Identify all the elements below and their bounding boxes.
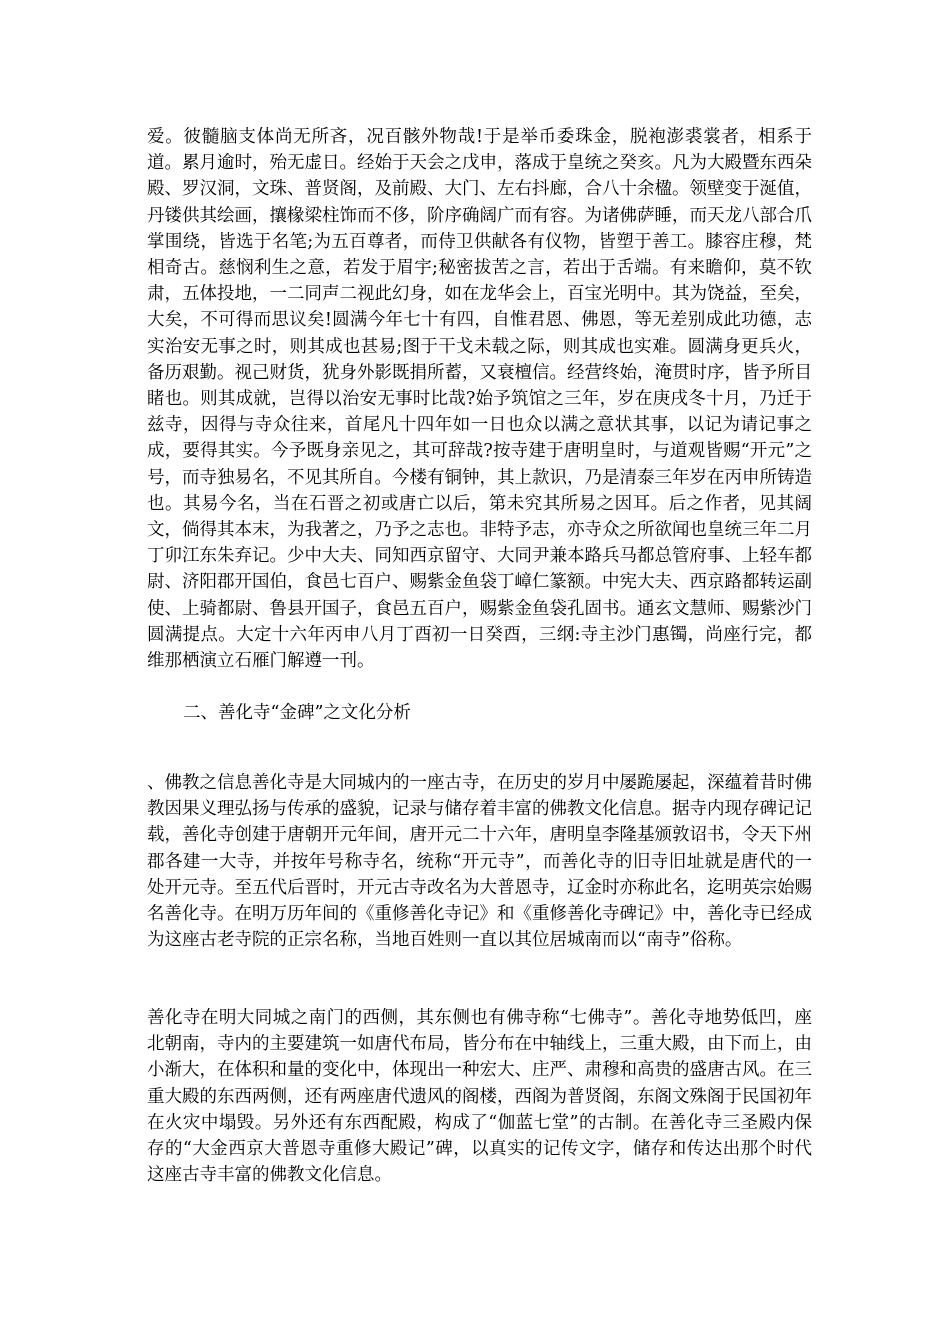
section-heading: 二、善化寺“金碑”之文化分析 — [183, 703, 411, 723]
inscription-text-paragraph: 爱。彼髓脑支体尚无所吝，况百骸外物哉!于是举币委珠金，脱袍澎裘裳者，相系于道。累月逾时，殆无虚日。经始于天会之戊申，落成于皇统之癸亥。凡为大殿暨东西朵殿、罗汉洞，文珠、普贤阁，及前殿、大门、左右抖廊，合八十余楹。领壁变于涎值，丹镂供其绘画，攘椽梁柱饰而不侈，阶序确阔广而有容。为诸佛萨睡，而天龙八部合爪掌围绕，皆选于名笔;为五百尊者，而侍卫供献各有仪物，皆塑于善工。膝容庄穆，梵相奇古。慈悯利生之意，若发于眉宇;秘密拔苦之言，若出于舌端。有来瞻仰，莫不钦肃，五体投地，一二同声二视此幻身，如在龙华会上，百宝光明中。其为饶益，至矣，大矣，不可得而思议矣!圆满今年七十有四，自惟君恩、佛恩，等无差别成此功德，志实治安无事之时，则其成也甚易;图于干戈未载之际，则其成也实难。圆满身更兵火，备历艰勤。视己财货，犹身外影既捐所蓄，又衰檀信。经营终始，淹贯时序，皆予所目睹也。则其成就，岂得以治安无事时比哉?始予筑馆之三年，岁在庚戌冬十月，乃迁于兹寺，因得与寺众往来，首尾凡十四年如一日也众以满之意状其事，以记为请记事之成，要得其实。今予既身亲见之，其可辞哉?按寺建于唐明皇时，与道观皆赐“开元”之号，而寺独易名，不见其所自。今楼有铜钟，其上款识，乃是清泰三年岁在丙申所铸造也。其易今名，当在石晋之初或唐亡以后，第未究其所易之因耳。后之作者，见其阔文，倘得其本末，为我著之，乃予之志也。非特予志，亦寺众之所欲闻也皇统三年二月丁卯江东朱弃记。少中大夫、同知西京留守、大同尹兼本路兵马都总管府事、上轻车都尉、济阳郡开国伯，食邑七百户、赐紫金鱼袋丁嶂仁篆额。中宪大夫、西京路都转运副使、上骑都尉、鲁县开国子，食邑五百户，赐紫金鱼袋孔固书。通玄文慧师、赐紫沙门圆满提点。大定十六年丙申八月丁酉初一日癸酉，三纲:寺主沙门惠镯，尚座行完，都维那栖演立石雁门解遵一刊。 — [147, 127, 812, 672]
temple-layout-paragraph: 善化寺在明大同城之南门的西侧，其东侧也有佛寺称“七佛寺”。善化寺地势低凹，座北朝南，寺内的主要建筑一如唐代布局，皆分布在中轴线上，三重大殿，由下而上，由小渐大，在体积和量的变化中，体现出一种宏大、庄严、肃穆和高贵的盛唐古风。在三重大殿的东西两侧，还有两座唐代遗风的阁楼，西阁为普贤阁，东阁文殊阁于民国初年在火灾中塌毁。另外还有东西配殿，构成了“伽蓝七堂”的古制。在善化寺三圣殿内保存的“大金西京大普恩寺重修大殿记”碑，以真实的记传文字，储存和传达出那个时代这座古寺丰富的佛教文化信息。 — [147, 1008, 812, 1186]
buddhist-info-paragraph: 、佛教之信息善化寺是大同城内的一座古寺，在历史的岁月中屡跪屡起，深蕴着昔时佛教因果义理弘扬与传承的盛貌，记录与储存着丰富的佛教文化信息。据寺内现存碑记记载，善化寺创建于唐朝开元年间，唐开元二十六年，唐明皇李隆基颁敦诏书，令天下州郡各建一大寺，并按年号称寺名，统称“开元寺”，而善化寺的旧寺旧址就是唐代的一处开元寺。至五代后晋时，开元古寺改名为大普恩寺，辽金时亦称此名，迄明英宗始赐名善化寺。在明万历年间的《重修善化寺记》和《重修善化寺碑记》中，善化寺已经成为这座古老寺院的正宗名称，当地百姓则一直以其位居城南而以“南寺”俗称。 — [147, 773, 812, 951]
